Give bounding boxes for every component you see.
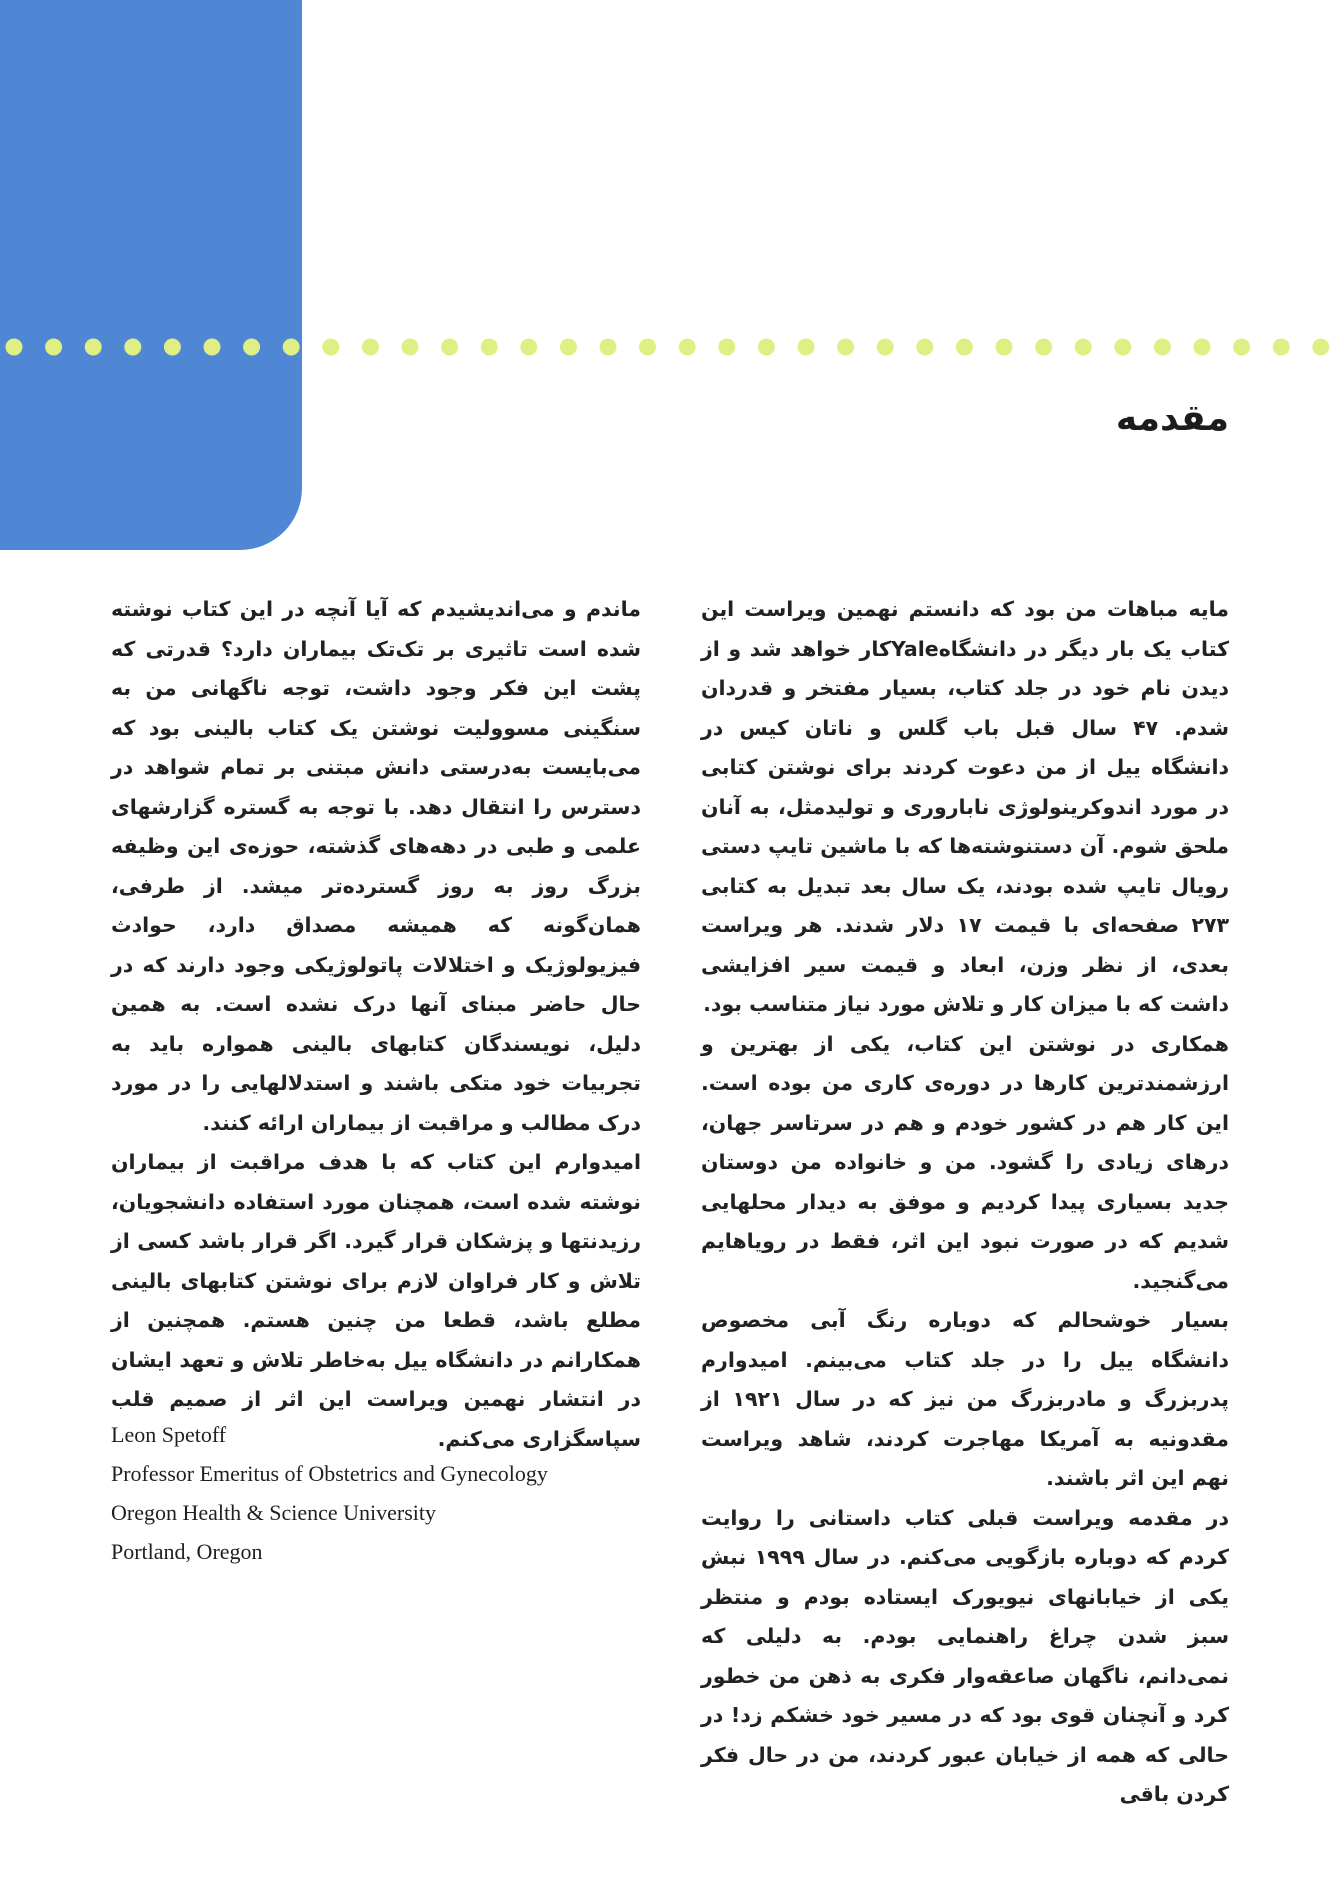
- divider-dot: [639, 339, 656, 356]
- divider-dot: [45, 339, 62, 356]
- paragraph: بسیار خوشحالم که دوباره رنگ آبی مخصوص دانشگاه ییل را در جلد کتاب می‌بینم. امیدوارم پدربزرگ و مادربزرگ من نیز که در سال ۱۹۲۱ از مقدونیه به آمریکا مهاجرت کردند، شاهد ویراست نهم این اثر باشند.: [701, 1308, 1230, 1490]
- right-text-column: [701, 590, 1229, 1815]
- divider-dot: [560, 339, 577, 356]
- divider-dot: [1233, 339, 1250, 356]
- divider-dot: [1075, 339, 1092, 356]
- author-title: Professor Emeritus of Obstetrics and Gynecology: [111, 1461, 548, 1486]
- divider-dot: [718, 339, 735, 356]
- paragraph: ماندم و می‌اندیشیدم که آیا آنچه در این کتاب نوشته شده است تاثیری بر تک‌تک بیماران دارد؟ قدرتی که پشت این فکر وجود داشت، توجه ناگهانی من به سنگینی مسوولیت نوشتن یک کتاب بالینی بود که می‌بایست به‌درستی دانش مبتنی بر تمام شواهد در دسترس را انتقال دهد. با توجه به گستره گزارشهای علمی و طبی در دهه‌های گذشته، حوزه‌ی این وظیفه بزرگ روز به روز گسترده‌تر میشد. از طرفی، همان‌گونه که همیشه مصداق دارد، حوادث فیزیولوژیک و اختلالات پاتولوژیکی وجود دارند که در حال حاضر مبنای آنها درک نشده است. به همین دلیل، نویسندگان کتابهای بالینی همواره باید به تجربیات خود متکی باشند و استدلالهایی را در مورد درک مطالب و مراقبت از بیماران ارائه کنند.: [111, 597, 641, 1135]
- author-location: Portland, Oregon: [111, 1539, 263, 1564]
- divider-dot: [520, 339, 537, 356]
- divider-dot: [6, 339, 23, 356]
- blue-corner-block: [0, 0, 302, 550]
- divider-dot: [877, 339, 894, 356]
- divider-dot: [600, 339, 617, 356]
- paragraph: امیدوارم این کتاب که با هدف مراقبت از بیماران نوشته شده است، همچنان مورد استفاده دانشجویان، رزیدنتها و پزشکان قرار گیرد. اگر قرار باشد کسی از تلاش و کار فراوان لازم برای نوشتن کتابهای بالینی مطلع باشد، قطعا من چنین هستم. همچنین از همکارانم در دانشگاه ییل به‌خاطر تلاش و تعهد ایشان در انتشار نهمین ویراست این اثر از صمیم قلب سپاسگزاری می‌کنم.: [111, 1150, 641, 1451]
- divider-dot: [798, 339, 815, 356]
- signature-block: [111, 1415, 548, 1571]
- divider-dot: [283, 339, 300, 356]
- paragraph: همکاری در نوشتن این کتاب، یکی از بهترین و ارزشمندترین کارها در دوره‌ی کاری من بوده است. این کار هم در کشور خودم و هم در سرتاسر جهان، درهای زیادی را گشود. من و خانواده من دوستان جدید بسیاری پیدا کردیم و موفق به دیدار محلهایی شدیم که در صورت نبود این اثر، فقط در رویاهایم می‌گنجید.: [701, 1031, 1229, 1293]
- left-text-column: [111, 590, 641, 1459]
- divider-dot: [956, 339, 973, 356]
- divider-dot: [481, 339, 498, 356]
- divider-dot: [916, 339, 933, 356]
- paragraph: مایه مباهات من بود که دانستم نهمین ویراست این کتاب یک بار دیگر در دانشگاهYaleکار خواهد شد و از دیدن نام خود در جلد کتاب، بسیار مفتخر و قدردان شدم. ۴۷ سال قبل باب گلس و ناتان کیس در دانشگاه ییل از من دعوت کردند برای نوشتن کتابی در مورد اندوکرینولوژی ناباروری و تولیدمثل، به آنان ملحق شوم. آن دستنوشته‌ها که با ماشین تایپ دستی رویال تایپ شده بودند، یک سال بعد تبدیل به کتابی ۲۷۳ صفحه‌ای با قیمت ۱۷ دلار شدند. هر ویراست بعدی، از نظر وزن، ابعاد و قیمت سیر افزایشی داشت که با میزان کار و تلاش مورد نیاز متناسب بود.: [701, 597, 1230, 1016]
- dotted-divider: [0, 332, 1337, 362]
- divider-dot: [1273, 339, 1290, 356]
- divider-dot: [85, 339, 102, 356]
- divider-dot: [362, 339, 379, 356]
- divider-dot: [1154, 339, 1171, 356]
- divider-dot: [679, 339, 696, 356]
- divider-dot: [996, 339, 1013, 356]
- divider-dot: [124, 339, 141, 356]
- divider-dot: [402, 339, 419, 356]
- divider-dot: [441, 339, 458, 356]
- divider-dot: [1312, 339, 1329, 356]
- divider-dot: [1114, 339, 1131, 356]
- paragraph: در مقدمه ویراست قبلی کتاب داستانی را روایت کردم که دوباره بازگویی می‌کنم. در سال ۱۹۹۹ نبش یکی از خیابانهای نیویورک ایستاده بودم و منتظر سبز شدن چراغ راهنمایی بودم. به دلیلی که نمی‌دانم، ناگهان صاعقه‌وار فکری به ذهن من خطور کرد و آنچنان قوی بود که در مسیر خود خشکم زد! در حالی که همه از خیابان عبور کردند، من در حال فکر کردن باقی: [701, 1505, 1229, 1806]
- divider-dot: [164, 339, 181, 356]
- author-name: Leon Spetoff: [111, 1422, 227, 1447]
- divider-dot: [204, 339, 221, 356]
- divider-dot: [322, 339, 339, 356]
- divider-dot: [1194, 339, 1211, 356]
- page-title: مقدمه: [1115, 398, 1229, 439]
- author-institution: Oregon Health & Science University: [111, 1500, 437, 1525]
- divider-dot: [837, 339, 854, 356]
- divider-dot: [758, 339, 775, 356]
- divider-dot: [243, 339, 260, 356]
- divider-dot: [1035, 339, 1052, 356]
